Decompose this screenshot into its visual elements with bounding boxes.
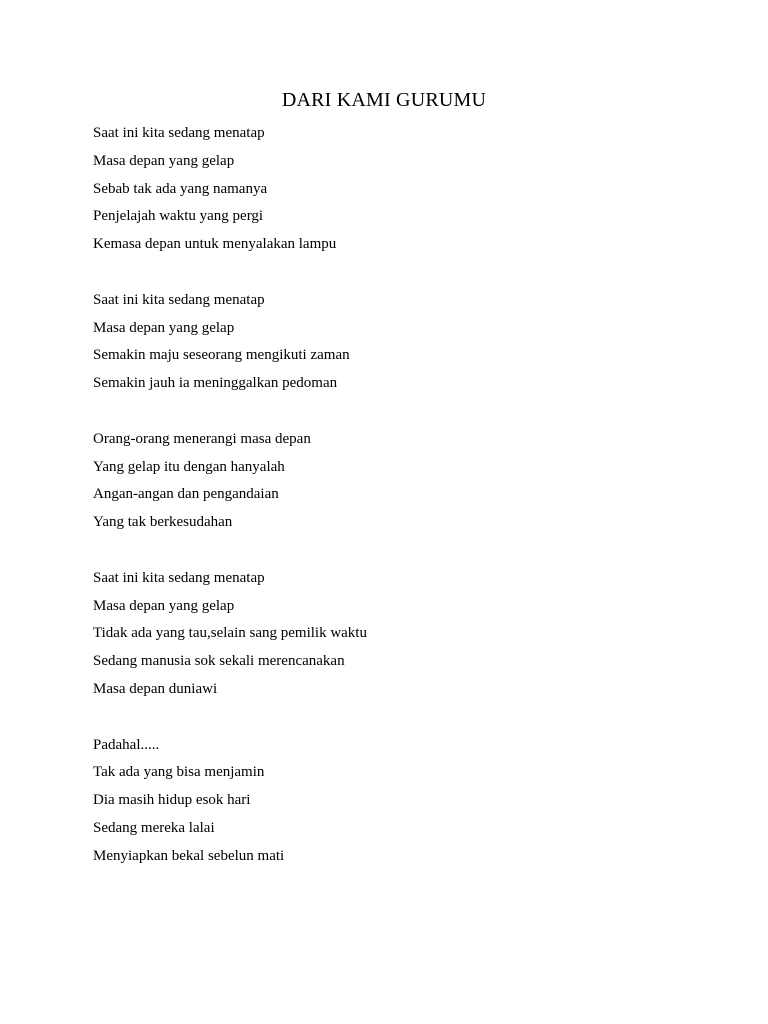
poem-line: Saat ini kita sedang menatap: [93, 291, 265, 308]
poem-line: Orang-orang menerangi masa depan: [93, 430, 311, 447]
poem-line: Saat ini kita sedang menatap: [93, 569, 265, 586]
poem-line: Dia masih hidup esok hari: [93, 792, 251, 809]
stanza-2: [93, 287, 693, 398]
poem-line: Menyiapkan bekal sebelun mati: [93, 847, 285, 864]
poem-line: Semakin maju seseorang mengikuti zaman: [93, 347, 350, 364]
poem-line: Tidak ada yang tau,selain sang pemilik waktu: [93, 625, 367, 642]
poem-title: DARI KAMI GURUMU: [281, 89, 487, 111]
poem-line: Sebab tak ada yang namanya: [93, 180, 268, 197]
poem-line: Masa depan yang gelap: [93, 152, 235, 169]
poem-line: Yang tak berkesudahan: [93, 514, 233, 531]
poem-line: Padahal.....: [93, 736, 160, 753]
poem-body: [93, 120, 693, 898]
stanza-1: [93, 120, 693, 259]
poem-line: Masa depan yang gelap: [93, 597, 235, 614]
poem-line: Kemasa depan untuk menyalakan lampu: [93, 236, 337, 253]
poem-line: Sedang manusia sok sekali merencanakan: [93, 653, 345, 670]
poem-line: Tak ada yang bisa menjamin: [93, 764, 265, 781]
poem-line: Sedang mereka lalai: [93, 819, 215, 836]
poem-line: Masa depan yang gelap: [93, 319, 235, 336]
poem-line: Semakin jauh ia meninggalkan pedoman: [93, 375, 338, 392]
stanza-4: [93, 565, 693, 704]
poem-line: Penjelajah waktu yang pergi: [93, 208, 264, 225]
poem-line: Saat ini kita sedang menatap: [93, 125, 265, 141]
stanza-5: [93, 732, 693, 871]
stanza-3: [93, 426, 693, 537]
poem-line: Masa depan duniawi: [93, 680, 218, 697]
poem-line: Angan-angan dan pengandaian: [93, 486, 279, 503]
poem-line: Yang gelap itu dengan hanyalah: [93, 458, 285, 475]
